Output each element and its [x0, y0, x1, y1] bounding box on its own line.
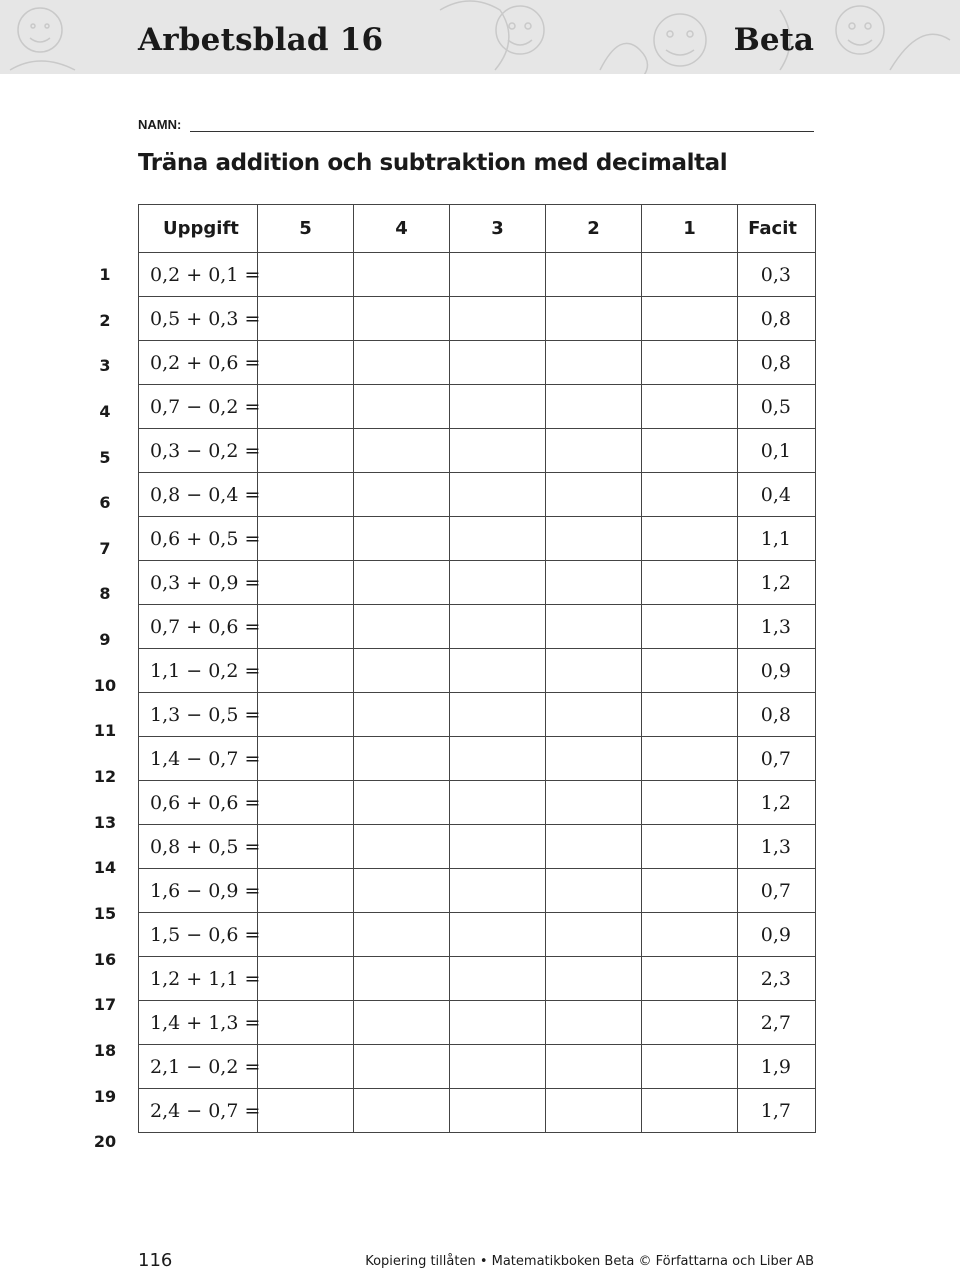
- answer-cell-attempt-2[interactable]: [546, 781, 642, 825]
- answer-cell-attempt-1[interactable]: [642, 605, 738, 649]
- facit-value: 0,7: [738, 869, 816, 913]
- task-expression: 0,6 + 0,5 =: [139, 517, 258, 561]
- task-table: [138, 204, 816, 1133]
- worksheet-heading: Träna addition och subtraktion med decimaltal: [138, 150, 728, 176]
- task-expression: 0,2 + 0,1 =: [139, 253, 258, 297]
- task-expression: 1,4 + 1,3 =: [139, 1001, 258, 1045]
- facit-value: 1,7: [738, 1089, 816, 1133]
- answer-cell-attempt-1[interactable]: [642, 253, 738, 297]
- answer-cell-attempt-5[interactable]: [258, 561, 354, 605]
- task-expression: 1,3 − 0,5 =: [139, 693, 258, 737]
- answer-cell-attempt-2[interactable]: [546, 297, 642, 341]
- table-row: [139, 869, 816, 913]
- answer-cell-attempt-1[interactable]: [642, 1045, 738, 1089]
- answer-cell-attempt-2[interactable]: [546, 385, 642, 429]
- row-number: 1: [99, 265, 111, 284]
- answer-cell-attempt-3[interactable]: [450, 1089, 546, 1133]
- answer-cell-attempt-5[interactable]: [258, 473, 354, 517]
- table-row: [139, 693, 816, 737]
- answer-cell-attempt-1[interactable]: [642, 693, 738, 737]
- facit-value: 0,8: [738, 341, 816, 385]
- task-expression: 2,4 − 0,7 =: [139, 1089, 258, 1133]
- answer-cell-attempt-2[interactable]: [546, 737, 642, 781]
- page-number: 116: [138, 1250, 173, 1271]
- answer-cell-attempt-3[interactable]: [450, 517, 546, 561]
- row-number: 11: [93, 721, 117, 741]
- answer-cell-attempt-4[interactable]: [354, 781, 450, 825]
- answer-cell-attempt-3[interactable]: [450, 385, 546, 429]
- facit-value: 0,7: [738, 737, 816, 781]
- task-expression: 0,7 − 0,2 =: [139, 385, 258, 429]
- answer-cell-attempt-2[interactable]: [546, 913, 642, 957]
- answer-cell-attempt-4[interactable]: [354, 341, 450, 385]
- table-row: [139, 385, 816, 429]
- header-attempt-5: 5: [258, 205, 354, 253]
- table-row: [139, 561, 816, 605]
- table-row: [139, 913, 816, 957]
- table-row: [139, 1001, 816, 1045]
- answer-cell-attempt-5[interactable]: [258, 297, 354, 341]
- answer-cell-attempt-1[interactable]: [642, 781, 738, 825]
- answer-cell-attempt-3[interactable]: [450, 1045, 546, 1089]
- answer-cell-attempt-4[interactable]: [354, 297, 450, 341]
- answer-cell-attempt-3[interactable]: [450, 341, 546, 385]
- answer-cell-attempt-4[interactable]: [354, 693, 450, 737]
- table-row: [139, 297, 816, 341]
- task-expression: 2,1 − 0,2 =: [139, 1045, 258, 1089]
- answer-cell-attempt-5[interactable]: [258, 385, 354, 429]
- book-name: Beta: [733, 22, 814, 58]
- answer-cell-attempt-5[interactable]: [258, 913, 354, 957]
- answer-cell-attempt-2[interactable]: [546, 517, 642, 561]
- answer-cell-attempt-2[interactable]: [546, 1001, 642, 1045]
- answer-cell-attempt-2[interactable]: [546, 1089, 642, 1133]
- answer-cell-attempt-4[interactable]: [354, 517, 450, 561]
- answer-cell-attempt-4[interactable]: [354, 957, 450, 1001]
- answer-cell-attempt-3[interactable]: [450, 297, 546, 341]
- answer-cell-attempt-3[interactable]: [450, 825, 546, 869]
- task-expression: 0,2 + 0,6 =: [139, 341, 258, 385]
- answer-cell-attempt-2[interactable]: [546, 429, 642, 473]
- answer-cell-attempt-3[interactable]: [450, 693, 546, 737]
- answer-cell-attempt-1[interactable]: [642, 737, 738, 781]
- table-row: [139, 649, 816, 693]
- facit-value: 1,3: [738, 605, 816, 649]
- table-row: [139, 1045, 816, 1089]
- answer-cell-attempt-3[interactable]: [450, 253, 546, 297]
- answer-cell-attempt-5[interactable]: [258, 825, 354, 869]
- answer-cell-attempt-5[interactable]: [258, 1089, 354, 1133]
- answer-cell-attempt-1[interactable]: [642, 561, 738, 605]
- answer-cell-attempt-4[interactable]: [354, 1001, 450, 1045]
- task-expression: 1,6 − 0,9 =: [139, 869, 258, 913]
- row-number: 15: [93, 903, 117, 923]
- row-number: 17: [93, 995, 117, 1015]
- answer-cell-attempt-1[interactable]: [642, 913, 738, 957]
- answer-cell-attempt-3[interactable]: [450, 913, 546, 957]
- answer-cell-attempt-1[interactable]: [642, 517, 738, 561]
- row-number: 16: [93, 949, 117, 969]
- answer-cell-attempt-1[interactable]: [642, 1001, 738, 1045]
- facit-value: 2,7: [738, 1001, 816, 1045]
- table-row: [139, 473, 816, 517]
- header-attempt-3: 3: [450, 205, 546, 253]
- answer-cell-attempt-1[interactable]: [642, 649, 738, 693]
- header-attempt-1: 1: [642, 205, 738, 253]
- table-row: [139, 429, 816, 473]
- answer-cell-attempt-1[interactable]: [642, 429, 738, 473]
- answer-cell-attempt-2[interactable]: [546, 341, 642, 385]
- answer-cell-attempt-4[interactable]: [354, 473, 450, 517]
- row-number: 19: [93, 1086, 117, 1106]
- answer-cell-attempt-5[interactable]: [258, 693, 354, 737]
- facit-value: 0,8: [738, 297, 816, 341]
- answer-cell-attempt-4[interactable]: [354, 869, 450, 913]
- answer-cell-attempt-2[interactable]: [546, 693, 642, 737]
- row-number: 3: [99, 356, 111, 376]
- answer-cell-attempt-4[interactable]: [354, 561, 450, 605]
- answer-cell-attempt-1[interactable]: [642, 1089, 738, 1133]
- facit-value: 1,9: [738, 1045, 816, 1089]
- answer-cell-attempt-4[interactable]: [354, 913, 450, 957]
- task-expression: 0,8 − 0,4 =: [139, 473, 258, 517]
- row-number: 5: [99, 447, 111, 467]
- answer-cell-attempt-2[interactable]: [546, 869, 642, 913]
- name-line[interactable]: [190, 131, 814, 132]
- facit-value: 0,5: [738, 385, 816, 429]
- answer-cell-attempt-5[interactable]: [258, 737, 354, 781]
- answer-cell-attempt-5[interactable]: [258, 253, 354, 297]
- answer-cell-attempt-5[interactable]: [258, 781, 354, 825]
- answer-cell-attempt-4[interactable]: [354, 649, 450, 693]
- name-field[interactable]: [138, 117, 814, 135]
- answer-cell-attempt-5[interactable]: [258, 341, 354, 385]
- facit-value: 0,9: [738, 913, 816, 957]
- answer-cell-attempt-5[interactable]: [258, 649, 354, 693]
- name-label: NAMN:: [138, 117, 182, 132]
- facit-value: 1,2: [738, 561, 816, 605]
- answer-cell-attempt-1[interactable]: [642, 341, 738, 385]
- answer-cell-attempt-3[interactable]: [450, 429, 546, 473]
- answer-cell-attempt-4[interactable]: [354, 1045, 450, 1089]
- row-number: 9: [99, 630, 111, 650]
- row-numbers: [90, 252, 120, 1165]
- answer-cell-attempt-2[interactable]: [546, 605, 642, 649]
- answer-cell-attempt-3[interactable]: [450, 737, 546, 781]
- row-number: 14: [93, 858, 117, 878]
- row-number: 7: [99, 538, 111, 558]
- answer-cell-attempt-2[interactable]: [546, 649, 642, 693]
- row-number: 6: [99, 493, 111, 513]
- task-expression: 0,7 + 0,6 =: [139, 605, 258, 649]
- answer-cell-attempt-1[interactable]: [642, 825, 738, 869]
- facit-value: 1,1: [738, 517, 816, 561]
- facit-value: 0,4: [738, 473, 816, 517]
- answer-cell-attempt-5[interactable]: [258, 429, 354, 473]
- table-row: [139, 781, 816, 825]
- facit-value: 1,3: [738, 825, 816, 869]
- table-header-row: [139, 205, 816, 253]
- table-row: [139, 1089, 816, 1133]
- header-attempt-4: 4: [354, 205, 450, 253]
- answer-cell-attempt-5[interactable]: [258, 1045, 354, 1089]
- facit-value: 0,8: [738, 693, 816, 737]
- table-row: [139, 517, 816, 561]
- header-facit: Facit: [738, 205, 816, 253]
- row-number: 20: [93, 1132, 117, 1152]
- facit-value: 1,2: [738, 781, 816, 825]
- row-number: 2: [99, 310, 111, 330]
- answer-cell-attempt-1[interactable]: [642, 957, 738, 1001]
- task-expression: 1,5 − 0,6 =: [139, 913, 258, 957]
- answer-cell-attempt-5[interactable]: [258, 517, 354, 561]
- row-number: 12: [93, 767, 117, 787]
- task-expression: 0,6 + 0,6 =: [139, 781, 258, 825]
- answer-cell-attempt-1[interactable]: [642, 297, 738, 341]
- task-expression: 1,4 − 0,7 =: [139, 737, 258, 781]
- row-number: 4: [99, 401, 111, 421]
- table-row: [139, 253, 816, 297]
- answer-cell-attempt-5[interactable]: [258, 957, 354, 1001]
- header-attempt-2: 2: [546, 205, 642, 253]
- answer-cell-attempt-4[interactable]: [354, 1089, 450, 1133]
- header-task: Uppgift: [139, 205, 258, 253]
- answer-cell-attempt-1[interactable]: [642, 385, 738, 429]
- answer-cell-attempt-3[interactable]: [450, 649, 546, 693]
- task-expression: 0,3 − 0,2 =: [139, 429, 258, 473]
- answer-cell-attempt-2[interactable]: [546, 825, 642, 869]
- answer-cell-attempt-4[interactable]: [354, 825, 450, 869]
- table-row: [139, 341, 816, 385]
- task-expression: 0,5 + 0,3 =: [139, 297, 258, 341]
- answer-cell-attempt-2[interactable]: [546, 253, 642, 297]
- answer-cell-attempt-2[interactable]: [546, 561, 642, 605]
- answer-cell-attempt-3[interactable]: [450, 605, 546, 649]
- row-number: 8: [99, 584, 111, 604]
- task-expression: 1,2 + 1,1 =: [139, 957, 258, 1001]
- copyright-notice: Kopiering tillåten • Matematikboken Beta © Författarna och Liber AB: [365, 1254, 814, 1269]
- answer-cell-attempt-3[interactable]: [450, 1001, 546, 1045]
- header-band: [0, 0, 960, 74]
- task-expression: 1,1 − 0,2 =: [139, 649, 258, 693]
- answer-cell-attempt-5[interactable]: [258, 605, 354, 649]
- answer-cell-attempt-3[interactable]: [450, 869, 546, 913]
- table-row: [139, 825, 816, 869]
- row-number: 13: [93, 812, 117, 832]
- answer-cell-attempt-4[interactable]: [354, 429, 450, 473]
- facit-value: 0,1: [738, 429, 816, 473]
- answer-cell-attempt-5[interactable]: [258, 1001, 354, 1045]
- answer-cell-attempt-4[interactable]: [354, 253, 450, 297]
- answer-cell-attempt-5[interactable]: [258, 869, 354, 913]
- answer-cell-attempt-2[interactable]: [546, 1045, 642, 1089]
- answer-cell-attempt-3[interactable]: [450, 781, 546, 825]
- task-expression: 0,8 + 0,5 =: [139, 825, 258, 869]
- row-number: 10: [93, 675, 117, 695]
- facit-value: 0,9: [738, 649, 816, 693]
- answer-cell-attempt-2[interactable]: [546, 473, 642, 517]
- answer-cell-attempt-3[interactable]: [450, 561, 546, 605]
- answer-cell-attempt-1[interactable]: [642, 869, 738, 913]
- answer-cell-attempt-4[interactable]: [354, 737, 450, 781]
- answer-cell-attempt-3[interactable]: [450, 473, 546, 517]
- table-row: [139, 737, 816, 781]
- facit-value: 2,3: [738, 957, 816, 1001]
- facit-value: 0,3: [738, 253, 816, 297]
- answer-cell-attempt-2[interactable]: [546, 957, 642, 1001]
- answer-cell-attempt-4[interactable]: [354, 385, 450, 429]
- answer-cell-attempt-1[interactable]: [642, 473, 738, 517]
- table-row: [139, 605, 816, 649]
- row-number: 18: [93, 1040, 117, 1060]
- task-expression: 0,3 + 0,9 =: [139, 561, 258, 605]
- answer-cell-attempt-3[interactable]: [450, 957, 546, 1001]
- table-row: [139, 957, 816, 1001]
- answer-cell-attempt-4[interactable]: [354, 605, 450, 649]
- sheet-title: Arbetsblad 16: [138, 22, 384, 58]
